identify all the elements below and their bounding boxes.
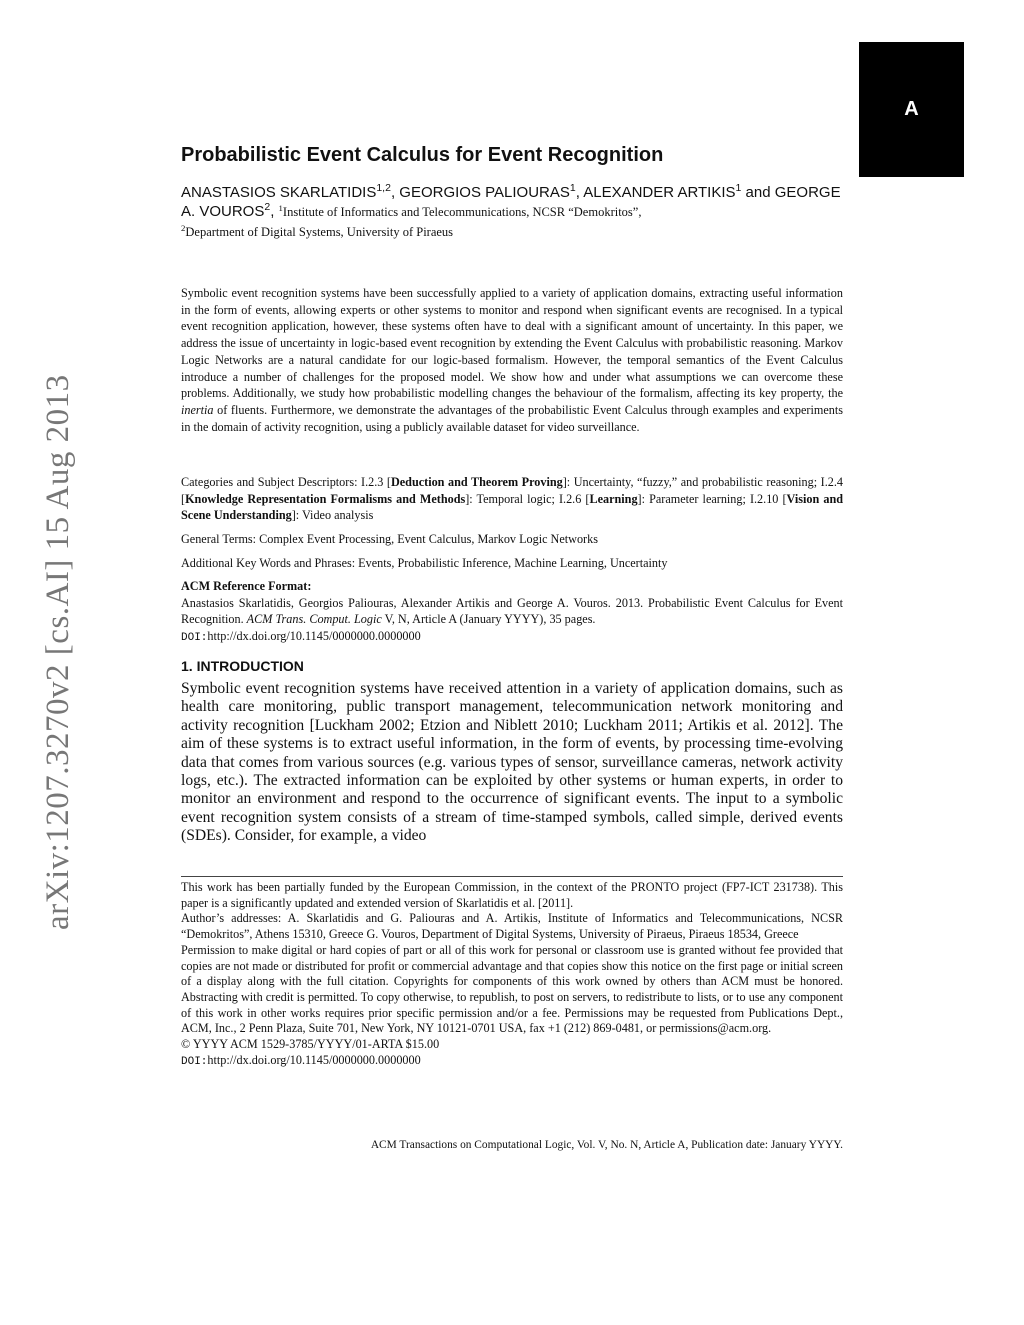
article-letter-tab: A — [859, 42, 964, 177]
affiliation-mark: 2 — [181, 222, 186, 233]
author-name: , GEORGIOS PALIOURAS — [390, 184, 570, 201]
category-name: Vision and Scene Understanding — [181, 491, 843, 523]
categories-text: ]: Uncertainty, “fuzzy,” and probabilistic reasoning; I.2.4 [ — [181, 475, 843, 506]
funding-note: This work has been partially funded by the European Commission, in the context of the PRONTO project (FP7-ICT 231738). This paper is a significantly updated and extended version of Skarlatidis et al. [2011]. — [181, 880, 843, 910]
footnote-divider — [181, 876, 843, 877]
categories-descriptors — [181, 474, 843, 524]
author-name: ANASTASIOS SKARLATIDIS — [181, 184, 377, 201]
reference-text: V, N, Article A (January YYYY), 35 pages. — [381, 612, 596, 627]
reference-citation — [181, 595, 843, 647]
page-footer: ACM Transactions on Computational Logic, Vol. V, No. N, Article A, Publication date: January YYYY. — [370, 1139, 843, 1151]
doi-link[interactable]: http://dx.doi.org/10.1145/0000000.0000000 — [207, 629, 421, 644]
abstract-text: Symbolic event recognition systems have been successfully applied to a variety of application domains, extracting useful information in the form of events, allowing experts or other systems to monitor and respond when significant events are recognised. In a typical event recognition application, however, these systems often have to deal with a significant amount of uncertainty. In this paper, we address the issue of uncertainty in logic-based event recognition by extending the Event Calculus with probabilistic reasoning. Markov Logic Networks are a natural candidate for our logic-based formalism. However, the temporal semantics of the Event Calculus introduce a number of challenges for the proposed model. We show how and under what assumptions we can overcome these problems. Additionally, we study how probabilistic modelling changes the behaviour of the formalism, affecting its key property, the — [181, 286, 843, 401]
permission-notice: Permission to make digital or hard copies of part or all of this work for personal or classroom use is granted without fee provided that copies are not made or distributed for profit or commercial advantage and that copies show this notice on the first page or initial screen of a display along with the full citation. Copyrights for components of this work owned by others than ACM must be honored. Abstracting with credit is permitted. To copy otherwise, to republish, to post on servers, to redistribute to lists, or to use any component of this work in other works requires prior specific permission and/or a fee. Permissions may be requested from Publications Dept., ACM, Inc., 2 Penn Plaza, Suite 701, New York, NY 10121-0701 USA, fax +1 (212) 869-0481, or permissions@acm.org. — [181, 942, 843, 1036]
copyright-text: YYYY ACM 1529-3785/YYYY/01-ARTA $15.00 — [190, 1037, 440, 1052]
category-name: Deduction and Theorem Proving — [390, 475, 563, 489]
author-name: , ALEXANDER ARTIKIS — [575, 184, 736, 201]
reference-heading: ACM Reference Format: — [181, 579, 312, 593]
category-name: Knowledge Representation Formalisms and Methods — [185, 491, 466, 506]
author-affil-mark: 1 — [569, 182, 576, 194]
doi-link[interactable]: http://dx.doi.org/10.1145/0000000.0000000 — [207, 1052, 421, 1067]
general-terms: General Terms: Complex Event Processing, Event Calculus, Markov Logic Networks — [181, 532, 598, 546]
author-separator: , — [270, 203, 279, 220]
author-addresses: Author’s addresses: A. Skarlatidis and G. Paliouras and A. Artikis, Institute of Informatics and Telecommunications, NCSR “Demokritos”, Athens 15310, Greece G. Vouros, Department of Digital Systems, University of Piraeus, Piraeus 18534, Greece — [181, 911, 843, 942]
abstract — [181, 285, 843, 435]
author-affil-mark: 1,2 — [376, 182, 391, 194]
reference-journal: ACM Trans. Comput. Logic — [246, 612, 382, 627]
affiliation-mark: 1 — [278, 202, 283, 213]
introduction-paragraph: Symbolic event recognition systems have received attention in a variety of application domains, such as health care monitoring, public transport management, telecommunication network monitoring and activity recognition [Luckham 2002; Etzion and Niblett 2010; Luckham 2011; Artikis et al. 2012]. The aim of these systems is to extract useful information, in the form of events, by processing time-evolving data that comes from various sources (e.g. various types of sensor, surveillance cameras, network activity logs, etc.). The extracted information can be exploited by other systems or human experts, in order to monitor an environment and respond to the occurrence of significant events. The input to a symbolic event recognition system consists of a stream of time-stamped symbols, called simple, derived events (SDEs). Consider, for example, a video — [181, 680, 843, 845]
copyright-icon: © — [181, 1037, 191, 1052]
copyright-line — [181, 1037, 843, 1053]
affiliation: Institute of Informatics and Telecommunications, NCSR “Demokritos”, — [282, 205, 642, 219]
paper-title: Probabilistic Event Calculus for Event Recognition — [181, 144, 664, 166]
footnote-doi — [181, 1053, 843, 1071]
doi-label: DOI: — [181, 1055, 208, 1068]
author-list — [181, 183, 843, 242]
abstract-emphasis: inertia — [181, 402, 214, 417]
doi-label: DOI: — [181, 632, 208, 645]
categories-text: ]: Parameter learning; I.2.10 [ — [637, 491, 787, 506]
footnotes — [181, 880, 843, 1070]
abstract-text-end: of fluents. Furthermore, we demonstrate the advantages of the probabilistic Event Calculus through examples and experiments in the domain of activity recognition, using a publicly available dataset for video surveillance. — [181, 402, 843, 434]
acm-reference-format — [181, 578, 843, 647]
affiliation: Department of Digital Systems, University of Piraeus — [185, 225, 454, 239]
author-affil-mark: 2 — [264, 201, 271, 213]
categories-text: Categories and Subject Descriptors: I.2.3 [ — [181, 475, 391, 489]
arxiv-stamp: arXiv:1207.3270v2 [cs.AI] 15 Aug 2013 — [40, 374, 76, 930]
author-affil-mark: 1 — [735, 182, 742, 194]
section-heading: 1. INTRODUCTION — [181, 658, 304, 674]
author-name: and GEORGE A. VOUROS — [181, 184, 841, 220]
keywords: Additional Key Words and Phrases: Events, Probabilistic Inference, Machine Learning, Uncertainty — [181, 556, 668, 570]
categories-text: ]: Video analysis — [291, 508, 374, 523]
reference-text: Anastasios Skarlatidis, Georgios Paliouras, Alexander Artikis and George A. Vouros. 2013. Probabilistic Event Calculus for Event Recognition. — [181, 595, 843, 627]
categories-text: ]: Temporal logic; I.2.6 [ — [465, 491, 590, 506]
category-name: Learning — [589, 491, 638, 506]
